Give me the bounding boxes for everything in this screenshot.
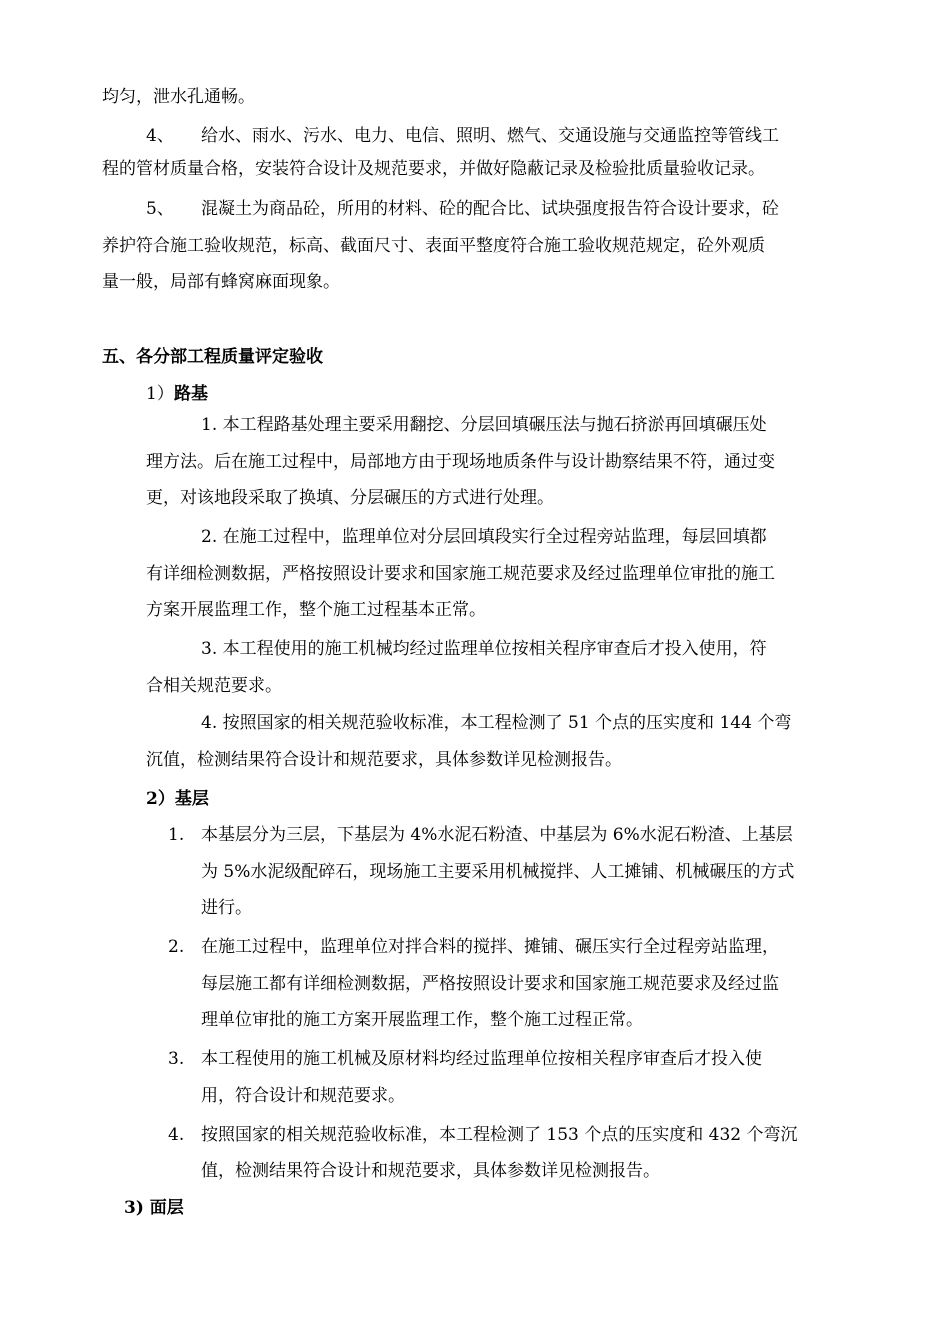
paragraph-line: 混凝土为商品砼，所用的材料、砼的配合比、试块强度报告符合设计要求，砼	[201, 199, 779, 219]
list-item-line: 理单位审批的施工方案开展监理工作，整个施工过程正常。	[201, 1010, 643, 1030]
subsection-title: 2）基层	[146, 789, 209, 809]
list-number: 2.	[168, 937, 185, 957]
paragraph-line: 均匀，泄水孔通畅。	[102, 87, 255, 107]
list-number: 5、	[146, 199, 174, 219]
paragraph-line: 给水、雨水、污水、电力、电信、照明、燃气、交通设施与交通监控等管线工	[201, 126, 779, 146]
paragraph-line: 理方法。后在施工过程中，局部地方由于现场地质条件与设计勘察结果不符，通过变	[146, 452, 775, 472]
list-number: 4、	[146, 126, 174, 146]
list-item-line: 值，检测结果符合设计和规范要求，具体参数详见检测报告。	[201, 1161, 660, 1181]
list-item-line: 本基层分为三层，下基层为 4%水泥石粉渣、中基层为 6%水泥石粉渣、上基层	[201, 825, 793, 845]
paragraph-line: 沉值，检测结果符合设计和规范要求，具体参数详见检测报告。	[146, 750, 622, 770]
paragraph-line: 1. 本工程路基处理主要采用翻挖、分层回填碾压法与抛石挤淤再回填碾压处	[201, 415, 767, 435]
list-item-line: 每层施工都有详细检测数据，严格按照设计要求和国家施工规范要求及经过监	[201, 974, 779, 994]
subsection-title: 路基	[174, 384, 208, 404]
list-item-line: 进行。	[201, 898, 252, 918]
list-item-line: 为 5%水泥级配碎石，现场施工主要采用机械搅拌、人工摊铺、机械碾压的方式	[201, 862, 795, 882]
subsection-number: 1）	[146, 384, 174, 404]
paragraph-line: 更，对该地段采取了换填、分层碾压的方式进行处理。	[146, 488, 554, 508]
paragraph-line: 2. 在施工过程中，监理单位对分层回填段实行全过程旁站监理，每层回填都	[201, 527, 767, 547]
paragraph-line: 养护符合施工验收规范，标高、截面尺寸、表面平整度符合施工验收规范规定，砼外观质	[102, 236, 765, 256]
list-number: 4.	[168, 1125, 185, 1145]
paragraph-line: 程的管材质量合格，安装符合设计及规范要求，并做好隐蔽记录及检验批质量验收记录。	[102, 159, 765, 179]
paragraph-line: 合相关规范要求。	[146, 676, 282, 696]
paragraph-line: 3. 本工程使用的施工机械均经过监理单位按相关程序审查后才投入使用，符	[201, 639, 767, 659]
list-item-line: 按照国家的相关规范验收标准，本工程检测了 153 个点的压实度和 432 个弯沉	[201, 1125, 798, 1145]
paragraph-line: 有详细检测数据，严格按照设计要求和国家施工规范要求及经过监理单位审批的施工	[146, 564, 775, 584]
list-number: 3.	[168, 1049, 185, 1069]
paragraph-line: 量一般，局部有蜂窝麻面现象。	[102, 272, 340, 292]
section-heading: 五、各分部工程质量评定验收	[102, 347, 323, 367]
list-item-line: 用，符合设计和规范要求。	[201, 1086, 405, 1106]
paragraph-line: 4. 按照国家的相关规范验收标准，本工程检测了 51 个点的压实度和 144 个弯	[201, 713, 792, 733]
list-item-line: 本工程使用的施工机械及原材料均经过监理单位按相关程序审查后才投入使	[201, 1049, 762, 1069]
list-number: 1.	[168, 825, 185, 845]
list-item-line: 在施工过程中，监理单位对拌合料的搅拌、摊铺、碾压实行全过程旁站监理，	[201, 937, 779, 957]
subsection-title: 3) 面层	[124, 1198, 184, 1218]
paragraph-line: 方案开展监理工作，整个施工过程基本正常。	[146, 600, 486, 620]
